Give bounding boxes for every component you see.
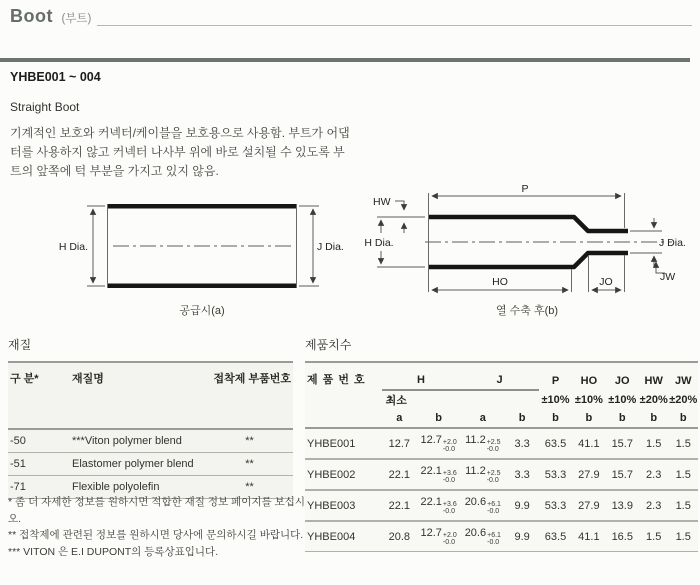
sub-col: b	[606, 409, 639, 428]
material-adhesive: **	[204, 476, 293, 499]
boot-diagram-shrunk	[355, 181, 700, 323]
col-jo: JO	[614, 375, 630, 387]
footnote: *** VITON 은 E.I DUPONT의 등록상표입니다.	[8, 545, 219, 558]
dimension-row: YHBE004 20.8 12.7 +2.0 -0.0 20.6 +6.1 -0.0 9.9 63.5 41.1 16.5 1.5 1.5	[305, 521, 698, 552]
boot-wall-bottom	[428, 253, 628, 267]
tolerance-hw: ±20%	[639, 393, 668, 406]
product-type: Straight Boot	[10, 100, 80, 114]
product-description: 기계적인 보호와 커넥터/케이블을 보호용으로 사용함. 부트가 어댑터를 사용하지 않고 커넥터 나사부 위에 바로 설치될 수 있도록 부트의 앞쪽에 턱 부분을 가지고 있지 않음.	[10, 126, 350, 178]
boot-diagram-supplied	[57, 186, 349, 322]
col-p: P	[551, 375, 560, 387]
dimensions-table	[305, 361, 698, 552]
j-dia-label: J Dia.	[659, 237, 686, 249]
page-title	[10, 6, 91, 27]
sub-col: a	[382, 409, 417, 428]
material-code: -51	[8, 453, 70, 476]
footnote: * 좀 더 자세한 정보를 원하시면 적합한 재질 정보 페이지를 보십시오.	[8, 496, 305, 525]
material-col-adhesive: 접착제 부품번호	[204, 362, 293, 429]
material-code: -50	[10, 435, 26, 447]
material-row	[8, 429, 293, 453]
dimensions-section	[305, 336, 698, 552]
j-dia-label: J Dia.	[317, 241, 344, 253]
min-label: 최소	[385, 395, 407, 407]
sub-col: b	[505, 409, 538, 428]
col-ho: HO	[580, 375, 598, 387]
supplied-caption: 공급시(a)	[179, 305, 225, 317]
sub-col: b	[572, 409, 605, 428]
title-rule	[97, 25, 692, 26]
dimension-row: YHBE001 12.7 12.7 +2.0 -0.0 11.2 +2.5 -0.0 3.3 63.5 41.1 15.7 1.5 1.5	[305, 428, 698, 459]
material-row	[8, 453, 293, 476]
product-number: YHBE001	[307, 437, 356, 450]
col-hw: HW	[644, 375, 663, 387]
page-title-kr: (부트)	[61, 13, 92, 25]
page-title-en: Boot	[10, 6, 53, 26]
material-name: Flexible polyolefin	[70, 476, 204, 499]
col-group-h: H	[382, 362, 461, 390]
sub-col: b	[417, 409, 460, 428]
tolerance-ho: ±10%	[574, 393, 603, 406]
hw-label: HW	[373, 196, 391, 208]
sub-col: b	[539, 409, 572, 428]
material-col-category: 구 분*	[8, 362, 70, 429]
product-number: YHBE004	[305, 521, 382, 552]
footnote: ** 접착제에 관련된 정보를 원하시면 당사에 문의하시길 바랍니다.	[8, 529, 304, 541]
dimension-row: YHBE002 22.1 22.1 +3.6 -0.0 11.2 +2.5 -0.0 3.3 53.3 27.9 15.7 2.3 1.5	[305, 459, 698, 490]
col-group-j: J	[460, 362, 539, 390]
product-number: YHBE003	[305, 490, 382, 521]
dimension-row: YHBE003 22.1 22.1 +3.6 -0.0 20.6 +6.1 -0.0 9.9 53.3 27.9 13.9 2.3 1.5	[305, 490, 698, 521]
shrunk-caption: 열 수축 후(b)	[495, 305, 559, 317]
material-name: Elastomer polymer blend	[70, 453, 204, 476]
dimensions-title: 제품치수	[305, 338, 352, 352]
h-dia-label: H Dia.	[364, 237, 394, 249]
tolerance-p: ±10%	[541, 393, 570, 406]
sub-col: a	[460, 409, 505, 428]
material-name: ***Viton polymer blend	[72, 435, 182, 447]
tube-wall-bottom	[107, 284, 297, 289]
material-table	[8, 361, 293, 499]
model-range: YHBE001 ~ 004	[10, 70, 101, 84]
material-title: 재질	[8, 338, 32, 352]
sub-col: b	[668, 409, 698, 428]
material-adhesive: **	[204, 453, 293, 476]
boot-wall-top	[428, 217, 628, 231]
tolerance-jo: ±10%	[608, 393, 637, 406]
jo-label: JO	[599, 276, 613, 288]
material-adhesive: **	[245, 435, 254, 447]
material-code: -71	[8, 476, 70, 499]
col-product-number: 제 품 번 호	[307, 374, 366, 386]
p-label: P	[521, 183, 529, 195]
footnotes	[8, 494, 318, 560]
section-rule	[0, 58, 690, 62]
product-number: YHBE002	[305, 459, 382, 490]
material-section	[8, 336, 291, 499]
material-col-name: 재질명	[70, 362, 204, 429]
tolerance-jw: ±20%	[669, 393, 698, 406]
col-jw: JW	[674, 375, 692, 387]
h-dia-label: H Dia.	[58, 241, 88, 253]
jw-label: JW	[660, 271, 676, 283]
ho-label: HO	[492, 276, 508, 288]
sub-col: b	[639, 409, 668, 428]
tube-wall-top	[107, 204, 297, 209]
